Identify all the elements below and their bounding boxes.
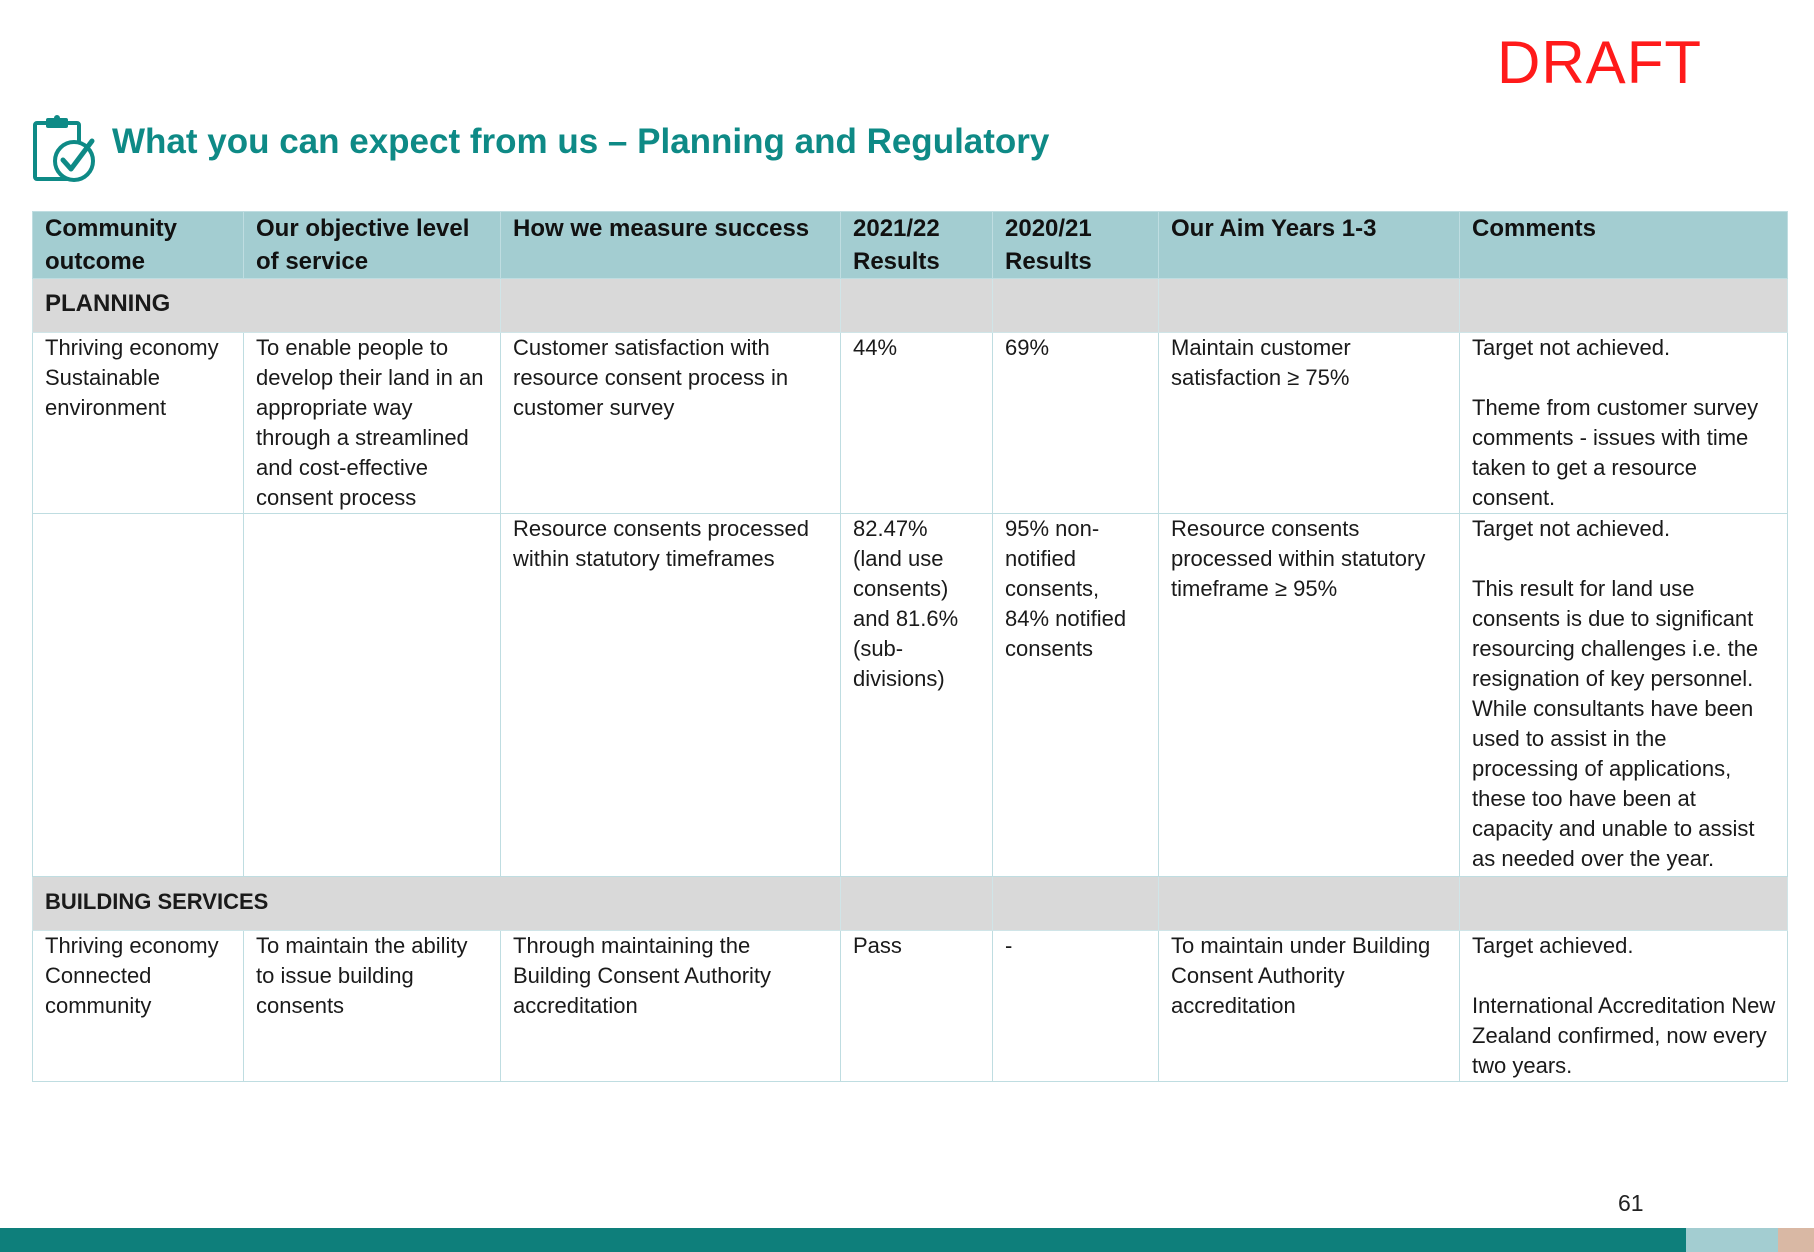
measure-cell: Through maintaining the Building Consent Authority accreditation — [501, 931, 841, 1082]
comments-cell: Target not achieved. This result for land use consents is due to significant resourcing challenges i.e. the resignation of key personnel. While consultants have been used to assist in the processing of applications, these too have been at capacity and unable to assist as needed over the year. — [1460, 514, 1788, 877]
aim-cell: Maintain customer satisfaction ≥ 75% — [1159, 333, 1460, 514]
column-header-2020-21-results: 2020/21 Results — [993, 212, 1159, 279]
comments-cell: Target not achieved. Theme from customer survey comments - issues with time taken to get a resource consent. — [1460, 333, 1788, 514]
footer-bar — [0, 1228, 1814, 1252]
aim-cell: To maintain under Building Consent Authority accreditation — [1159, 931, 1460, 1082]
result-2021-22-cell: 82.47% (land use consents) and 81.6% (sub-divisions) — [841, 514, 993, 877]
section-label: BUILDING SERVICES — [33, 877, 501, 931]
result-2021-22-cell: 44% — [841, 333, 993, 514]
table-row — [33, 931, 1788, 1082]
community-outcome-cell — [33, 514, 244, 877]
clipboard-check-icon — [32, 115, 98, 185]
result-2020-21-cell: - — [993, 931, 1159, 1082]
measure-cell: Resource consents processed within statutory timeframes — [501, 514, 841, 877]
column-header-2021-22-results: 2021/22 Results — [841, 212, 993, 279]
section-row-planning — [33, 279, 1788, 333]
page-title: What you can expect from us – Planning and Regulatory — [112, 122, 1050, 161]
objective-cell: To maintain the ability to issue building consents — [244, 931, 501, 1082]
table-header-row — [33, 212, 1788, 279]
result-2021-22-cell: Pass — [841, 931, 993, 1082]
community-outcome-cell: Thriving economy Sustainable environment — [33, 333, 244, 514]
aim-cell: Resource consents processed within statutory timeframe ≥ 95% — [1159, 514, 1460, 877]
column-header-aim: Our Aim Years 1-3 — [1159, 212, 1460, 279]
table-row — [33, 333, 1788, 514]
result-2020-21-cell: 69% — [993, 333, 1159, 514]
table-row — [33, 514, 1788, 877]
service-levels-table — [32, 211, 1788, 1082]
objective-cell — [244, 514, 501, 877]
result-2020-21-cell: 95% non-notified consents, 84% notified consents — [993, 514, 1159, 877]
column-header-measure: How we measure success — [501, 212, 841, 279]
objective-cell: To enable people to develop their land in an appropriate way through a streamlined and cost-effective consent process — [244, 333, 501, 514]
footer-accent-tan — [1778, 1228, 1814, 1252]
measure-cell: Customer satisfaction with resource consent process in customer survey — [501, 333, 841, 514]
column-header-objective: Our objective level of service — [244, 212, 501, 279]
section-row-building-services — [33, 877, 1788, 931]
community-outcome-cell: Thriving economy Connected community — [33, 931, 244, 1082]
draft-watermark: DRAFT — [1497, 29, 1702, 96]
section-label: PLANNING — [33, 279, 244, 333]
column-header-community-outcome: Community outcome — [33, 212, 244, 279]
comments-cell: Target achieved. International Accreditation New Zealand confirmed, now every two years. — [1460, 931, 1788, 1082]
page-header — [32, 114, 1049, 186]
page-number: 61 — [1618, 1190, 1644, 1216]
footer-accent-light — [1686, 1228, 1778, 1252]
column-header-comments: Comments — [1460, 212, 1788, 279]
